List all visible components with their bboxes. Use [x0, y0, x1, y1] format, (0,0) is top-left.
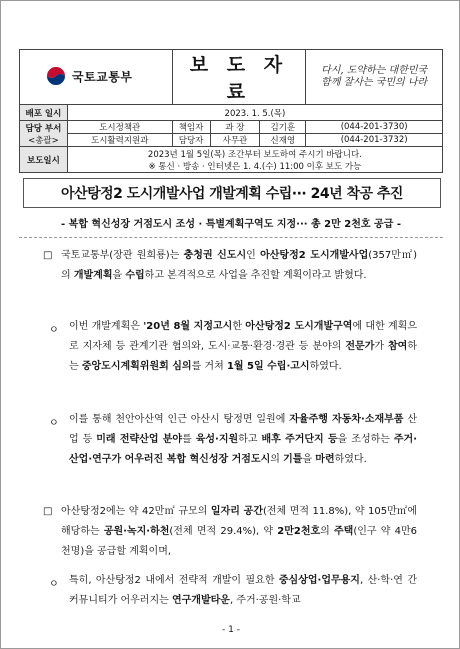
text: 을 조성하는 — [337, 434, 394, 445]
text-bold: 충청권 신도시 — [183, 250, 247, 261]
text: 하였다. — [309, 361, 342, 372]
subheadline: - 복합 혁신성장 거점도시 조성 · 특별계획구역도 지정··· 총 2만 2천호 공급 - — [60, 219, 401, 230]
text-bold: 1월 5일 수립·고시 — [226, 361, 310, 372]
text-bold: 공원·녹지·하천 — [103, 526, 170, 537]
text: 가 — [374, 341, 388, 352]
slogan-line-1: 다시, 도약하는 대한민국 — [321, 65, 428, 76]
text: 아산탕정2에는 약 42만㎡ 규모의 — [61, 506, 211, 517]
text: , 주거·공원·학교 — [229, 595, 301, 606]
text-bold: 주택 — [334, 526, 354, 537]
text: 특히, 아산탕정2 내에서 전략적 개발이 필요한 — [69, 575, 279, 586]
release-label: 배포 일시 — [20, 105, 68, 121]
text: (인구 약 4만6천명)을 공급할 계획이며, — [61, 526, 418, 557]
text-bold: 아산탕정2 도시개발사업 — [260, 250, 369, 261]
text-bold: 중심상업·업무용지 — [278, 575, 360, 586]
logo-cell — [20, 50, 173, 105]
title-1: 과 장 — [210, 121, 260, 134]
text: 를 — [182, 434, 196, 445]
bullet-square: □ — [43, 506, 53, 517]
text-bold: 마련 — [315, 454, 335, 465]
text: 하고 — [238, 434, 262, 445]
text: 의 — [270, 454, 284, 465]
text: 이를 통해 천안아산역 인근 아산시 탕정면 일원에 — [69, 414, 290, 425]
text: 이번 개발계획은 — [69, 321, 144, 332]
text: 를 거쳐 — [191, 361, 227, 372]
phone-2: (044-201-3732) — [306, 134, 443, 147]
role-1: 책임자 — [172, 121, 210, 134]
paragraph-2 — [69, 317, 417, 377]
ministry-name: 국토교통부 — [72, 69, 133, 84]
text-bold: 배후 주거단지 등 — [261, 434, 338, 445]
dept-sub-label: <총괄> — [28, 135, 59, 146]
bullet-square: □ — [43, 250, 53, 261]
embargo-label: 보도일시 — [20, 147, 68, 173]
embargo-cell — [67, 147, 442, 173]
text-bold: 개발계획 — [73, 270, 113, 281]
person-2: 신재영 — [260, 134, 306, 147]
text: 의 — [320, 526, 335, 537]
text: (전체 면적 29.4%), 약 — [169, 526, 278, 537]
phone-1: (044-201-3730) — [306, 121, 443, 134]
dept-label: 담당 부서 — [25, 123, 62, 134]
text: 국토교통부(장관 원희룡)는 — [61, 250, 184, 261]
document-type-title: 보 도 자 료 — [172, 50, 306, 105]
slogan-line-2: 함께 잘사는 국민의 나라 — [321, 77, 428, 88]
bullet-circle: ㅇ — [49, 325, 59, 336]
text-bold: 참여 — [388, 341, 408, 352]
person-1: 김기훈 — [260, 121, 306, 134]
paragraph-3 — [69, 410, 417, 470]
dept-label-cell — [20, 121, 68, 147]
text: (357만㎡)의 — [61, 250, 417, 281]
text: (전체 면적 11.8%), 약 105만㎡에 해당하는 — [61, 506, 418, 537]
paragraph-5 — [69, 571, 417, 611]
text: 산업 등 — [69, 414, 418, 445]
text-bold: 주거·산업·연구가 어우러진 복합 혁신성장 거점도시 — [69, 434, 418, 465]
text: 을 — [302, 454, 316, 465]
text-bold: 전문가 — [345, 341, 375, 352]
text: 하였다. — [334, 454, 367, 465]
dept-name-1: 도시정책관 — [67, 121, 172, 134]
release-date: 2023. 1. 5.(목) — [67, 105, 442, 121]
text-bold: 중앙도시계획위원회 심의 — [81, 361, 192, 372]
government-emblem-icon — [46, 66, 66, 86]
text: 을 — [112, 270, 126, 281]
text-bold: '20년 8월 지정고시 — [143, 321, 233, 332]
text: 인 — [246, 250, 261, 261]
headline: 아산탕정2 도시개발사업 개발계획 수립··· 24년 착공 추진 — [23, 178, 441, 208]
text: 하고 본격적으로 사업을 추진할 계획이라고 밝혔다. — [144, 270, 367, 281]
role-2: 담당자 — [172, 134, 210, 147]
paragraph-1 — [61, 246, 417, 286]
text-bold: 수립 — [125, 270, 145, 281]
title-2: 사무관 — [210, 134, 260, 147]
text: 에 대한 계획으로 지자체 등 관계기관 협의와, 도시·교통·환경·경관 등 분야의 — [69, 321, 418, 352]
text: , 산·학·연 간 커뮤니티가 어우러지는 — [69, 575, 417, 606]
text: 한 — [232, 321, 246, 332]
text-bold: 기틀 — [283, 454, 303, 465]
slogan — [306, 50, 443, 105]
embargo-line-1: 2023년 1월 5일(목) 조간부터 보도하여 주시기 바랍니다. — [147, 149, 362, 160]
text-bold: 미래 전략산업 분야 — [96, 434, 183, 445]
bullet-circle: ㅇ — [49, 579, 59, 590]
page-number: - 1 - — [222, 625, 240, 635]
divider — [19, 237, 443, 238]
text: 하는 — [69, 341, 417, 372]
embargo-line-2: ※ 통신 · 방송 · 인터넷은 1. 4.(수) 11:00 이후 보도 가능 — [148, 161, 362, 172]
text-bold: 일자리 공간 — [210, 506, 263, 517]
text-bold: 연구개발타운 — [171, 595, 230, 606]
bullet-circle: ㅇ — [49, 418, 59, 429]
dept-name-2: 도시활력지원과 — [67, 134, 172, 147]
paragraph-4 — [61, 502, 417, 562]
press-release-header-table — [19, 49, 443, 173]
text-bold: 육성·지원 — [195, 434, 239, 445]
text-bold: 자율주행 자동차·소재부품 — [289, 414, 404, 425]
text-bold: 2만2천호 — [277, 526, 321, 537]
text-bold: 아산탕정2 도시개발구역 — [245, 321, 353, 332]
